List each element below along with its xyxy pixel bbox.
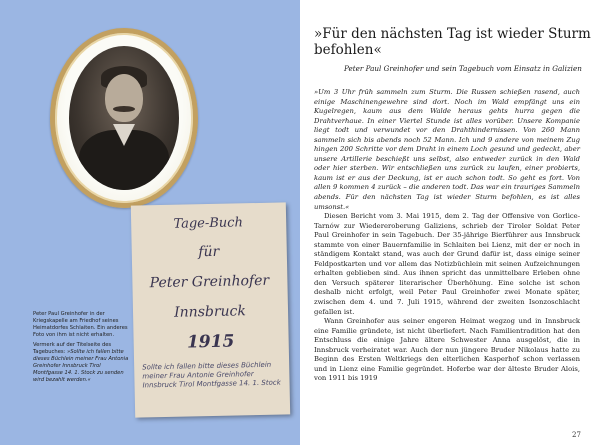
- diary-year: 1915: [186, 331, 235, 353]
- diary-for: für: [198, 243, 220, 261]
- body-paragraph: Wann Greinhofer aus seiner engeren Heimat wegzog und in Innsbruck eine Familie gründete, ist nicht überliefert. Nach Familientradition hat den Entschluss die einige Jahre ältere Schwester Anna ausgelöst, die in Innsbruck verheiratet war. Auch der nun jüngere Bruder Nikolaus hatte zu Beginn des Ersten Weltkriegs den elterlichen Kasperhof schon verlassen und in Lienz eine Familie gegründet. Hoferbe war der älteste Bruder Alois, von 1911 bis 1919: [314, 317, 580, 383]
- caption-diary: [33, 342, 131, 384]
- chapter-subtitle: Peter Paul Greinhofer und sein Tagebuch vom Einsatz in Galizien: [344, 64, 582, 73]
- body-paragraph: Diesen Bericht vom 3. Mai 1915, dem 2. Tag der Offensive von Gorlice-Tarnów zur Wiedereroberung Galiziens, schrieb der Tiroler Soldat Peter Paul Greinhofer in sein Tagebuch. Der 35-jährige Bierführer aus Innsbruck stammte von einer Bauernfamilie in Schlaiten bei Lienz, mit der er noch in ständigem Kontakt stand, was auch der Grund dafür ist, dass einige seiner Feldpostkarten und vor allem das Notizbüchlein mit seinen Aufzeichnungen erhalten geblieben sind. Aus ihnen spricht das unmittelbare Erleben ohne den Versuch späterer literarischer Überhöhung. Eine solche ist schon deshalb nicht erfolgt, weil Peter Paul Greinhofer zwei Monate später, zwischen dem 4. und 7. Juli 1915, während der zweiten Isonzoschlacht gefallen ist.: [314, 212, 580, 316]
- diary-owner: Peter Greinhofer: [149, 272, 270, 292]
- diary-quote: »Um 3 Uhr früh sammeln zum Sturm. Die Russen schießen rasend, auch einige Maschinengewehre sind dort. Noch im Wald empfängt uns ein Kugelregen, kaum aus dem Walde heraus gehts hurra gegen die Drahtverhaue. In einer Viertel Stunde ist alles vorüber. Unsere Kompanie liegt todt und verwundet vor den Drahthindernissen. Von 260 Mann sammeln sich bis abends noch 52 Mann. Ich und 9 andere von meinem Zug hingen 200 Schritte vor dem Draht in einem Loch gesund und gedeckt, aber unsere Artillerie beschießt uns selbst, also entweder zurück in den Wald oder hier sterben. Wir entschließen uns zurück zu laufen, einer probierts, kaum ist er aus der Deckung, ist er auch schon todt. So geht es fort. Von allen 9 kommen 4 zurück – die anderen todt. Das war ein trauriges Sammeln abends. Für den nächsten Tag ist wieder Sturm befohlen, es ist alles umsonst.«: [314, 88, 580, 211]
- diary-handwriting: Sollte ich fallen bitte dieses Büchlein meiner Frau Antonie Greinhofer Innsbruck Tirol Montfgasse 14. 1. Stock: [142, 360, 281, 390]
- diary-city: Innsbruck: [174, 303, 247, 321]
- caption-portrait: Peter Paul Greinhofer in der Kriegskapelle am Friedhof seines Heimatdorfes Schlaiten. Ein anderes Foto von ihm ist nicht erhalten.: [33, 311, 128, 338]
- caption-diary-quote: »Sollte ich fallen bitte dieses Büchlein meiner Frau Antonia Greinhofer Innsbruck Tirol Montfgasse 14. 1. Stock zu senden wird bezahlt werden.«: [33, 349, 129, 383]
- chapter-body: [314, 88, 580, 384]
- diary-title: Tage-Buch: [173, 215, 244, 232]
- portrait-frame: [50, 28, 198, 208]
- caption-diary-intro: Vermerk auf der Titelseite des Tagebuches:: [33, 342, 112, 355]
- image-caption: [33, 311, 131, 387]
- portrait-photo: [69, 46, 179, 190]
- chapter-title: »Für den nächsten Tag ist wieder Sturm befohlen«: [314, 26, 591, 58]
- diary-cover-image: [131, 202, 290, 417]
- page-number: 27: [572, 431, 581, 439]
